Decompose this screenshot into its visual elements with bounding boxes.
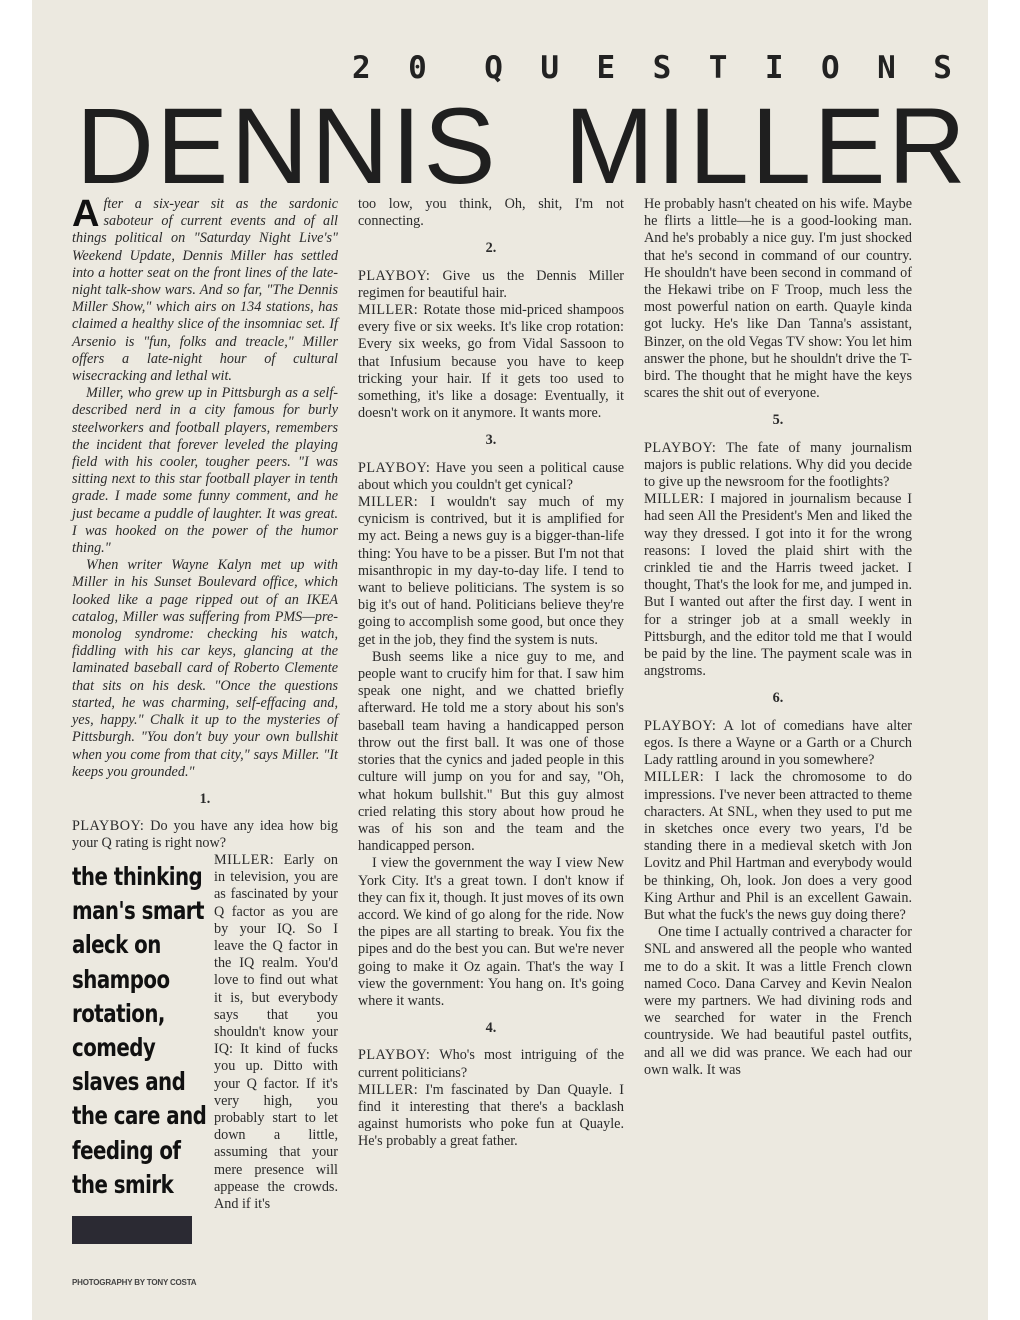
column-2 [358,196,624,1151]
kicker-letter: S [652,50,672,86]
answer-paragraph: One time I actually contrived a character for SNL and answered all the people who wanted me to do a skit. It was a little French clown named Coco. Dana Carvey and Kevin Nealon were my partners. We had divining rods and we searched for water in the French countryside. We had beautiful pastel outfits, and all we did was prance. We each had our own walk. It was [644,924,912,1078]
column-3 [644,196,912,1079]
answer: MILLER: I'm fascinated by Dan Quayle. I find it interesting that there's a backlash against humorists who poke fun at Quayle. He's probably a great father. [358,1081,625,1150]
drop-cap: A [72,193,100,235]
kicker-letter: I [764,50,784,86]
kicker-letter: 0 [408,50,427,86]
kicker-letter: N [877,50,896,86]
title-letter: I [656,85,687,206]
title-letter: N [310,85,389,206]
title-letter: L [751,85,812,206]
magazine-page [32,0,988,1320]
title-letter: E [156,85,229,206]
question: PLAYBOY: Give us the Dennis Miller regimen for beautiful hair. [358,267,624,301]
answer: MILLER: I wouldn't say much of my cynicism is contrived, but it is amplified for my act. Being a news guy is a bigger-than-life thing: You have to be a pisser. But I'm not that misanthropic in my day-to-day life. I tend to want to believe politicians. The system is so big it's out of hand. Politicians believe they're going to accomplish some good, but once they get in the job, they find the system is nuts. [358,494,625,648]
question-number: 6. [772,690,784,707]
intro-paragraph: After a six-year sit as the sardonic saboteur of current events and of all things political on "Saturday Night Live's" Weekend Update, Dennis Miller has settled into a hotter seat on the front lines of the late-night talk-show wars. And so far, "The Dennis Miller Show," which airs on 134 stations, has claimed a healthy slice of the insomniac set. If Arsenio is "fun, folks and treacle," Miller offers a late-night hour of cultural wisecracking and lethal wit. [72,193,338,385]
question: PLAYBOY: Have you seen a political cause about which you couldn't get cynical? [358,459,625,493]
title-letter: M [564,85,655,206]
question: PLAYBOY: The fate of many journalism majors is public relations. Why did you decide to give up the newsroom for the footlights? [644,439,913,491]
answer: MILLER: I lack the chromosome to do impressions. I've never been attracted to theme characters. At SNL, when they used to put me in sketches once every two years, I'd be standing there in a medieval sketch with Jon Lovitz and Phil Hartman and everybody would be thinking, Oh, look. Jon does a very good King Arthur and Phil is an excellent Gawain. But what the fuck's the news guy doing there? [644,769,912,923]
section-kicker [352,50,952,86]
column-1 [72,193,338,853]
question: PLAYBOY: A lot of comedians have alter egos. Is there a Wayne or a Garth or a Church Lady rattling around in you somewhere? [644,717,912,769]
kicker-letter: T [708,50,728,86]
pull-quote: the thinking man's smart aleck on shampoo rotation, comedy slaves and the care and feeding of the smirk [72,862,207,1199]
kicker-letter: Q [484,50,503,86]
answer-continued: too low, you think, Oh, shit, I'm not connecting. [358,196,624,230]
question-number: 2. [485,240,497,257]
intro-paragraph: When writer Wayne Kalyn met up with Miller in his Sunset Boulevard office, which looked like a page ripped out of an IKEA catalog, Miller was suffering from PMS—pre-monolog syndrome: checking his watch, fiddling with his car keys, glancing at the laminated baseball card of Roberto Clemente that sits on his desk. "Once the questions started, he was charming, self-effacing and, yes, happy." Chalk it up to the mysteries of Pittsburgh. "You don't buy your own bullshit when you come from that city," says Miller. "It keeps you grounded." [72,557,338,780]
title-letter: D [76,85,154,206]
title-letter: L [688,85,749,206]
title-space [498,86,562,206]
answer: MILLER: Rotate those mid-priced shampoos every five or six weeks. It's like crop rotation: Every six weeks, go from Vidal Sassoon to that Infusium because you have to keep tricking your hair. If it gets too used to something, it's like a dosage: Eventually, it doesn't work on it anymore. It wants more. [358,302,625,422]
answer-continued: He probably hasn't cheated on his wife. Maybe he flirts a little—he is a good-looking man. And he's probably a nice guy. I'm just shocked that he's second in command of our country. He shouldn't have been second in command of the Hekawi tribe on F Troop, much less the most powerful nation on earth. Quayle kinda got lucky. He's like Dan Tanna's assistant, Binzer, on the old Vegas TV show: You let him answer the phone, but he shouldn't drive the T-bird. The thought that he might have the keys scares the shit out of everyone. [644,196,912,402]
kicker-letter: S [933,50,952,86]
answer-paragraph: I view the government the way I view New York City. It's a great town. I don't know if they can fix it, though. It just moves of its own accord. We kind of go along for the ride. Now the pipes are all starting to break. You fix the pipes and do the best you can. But we're never going to make it Oz again. That's the way I view the government: You hang on. It's going where it wants. [358,855,624,1009]
page-title [76,86,966,206]
pull-quote-bar [72,1216,192,1244]
column-1-narrow [214,852,338,1213]
kicker-letter: 2 [352,50,371,86]
intro-paragraph: Miller, who grew up in Pittsburgh as a self-described nerd in a city famous for burly steelworkers and football players, remembers the incident that forever leveled the playing field with his cooler, tougher peers. "I was sitting next to this star football player in tenth grade. I made some funny comment, and he just became a puddle of laughter. It was great. I was hooked on the power of the humor thing." [72,385,338,557]
question: PLAYBOY: Who's most intriguing of the current politicians? [358,1047,624,1081]
title-letter: E [813,85,886,206]
title-letter: N [230,85,309,206]
answer: MILLER: I majored in journalism because I had seen All the President's Men and liked the way they dressed. I got into it for the wrong reasons: I loved the plaid shirt with the crinkled tie and the Harris tweed jacket. I thought, That's the look for me, and jumped in. But I wanted out after the first day. I went in for a stringer job at a small weekly in Pittsburgh, and the editor told me that I would be paid by the line. The payment scale was in angstroms. [644,491,912,680]
question-number: 5. [772,412,784,429]
answer-paragraph: Bush seems like a nice guy to me, and people want to crucify him for that. I saw him speak one night, and we chatted briefly afterward. He told me a story about his son's baseball team having a handicapped person throw out the first ball. It was one of those stories that the cynics and jaded people in this culture will jump on you for and say, "Oh, what hokum bullshit." But this guy almost cried relating this story about how proud he was of his son and the team and the handicapped person. [358,648,624,855]
question: PLAYBOY: Do you have any idea how big your Q rating is right now? [72,818,338,852]
title-letter: I [391,85,422,206]
title-letter: S [423,85,496,206]
answer: MILLER: Early on in television, you are as fascinated by your Q factor as you are by your IQ. So I leave the Q factor in the IQ realm. You'd love to find out what it is, but everybody says that you shouldn't know your IQ: It kind of fucks you up. Ditto with your Q factor. If it's very high, you probably start to let down a little, assuming that your mere presence will appease the crowds. And if it's [214,852,338,1213]
photo-credit: PHOTOGRAPHY BY TONY COSTA [72,1278,197,1287]
question-number: 1. [199,790,211,807]
question-number: 4. [485,1020,497,1037]
kicker-letter: E [596,50,616,86]
title-letter: R [887,85,966,206]
question-number: 3. [485,432,497,449]
kicker-letter: O [821,50,840,86]
kicker-letter: U [540,50,560,86]
